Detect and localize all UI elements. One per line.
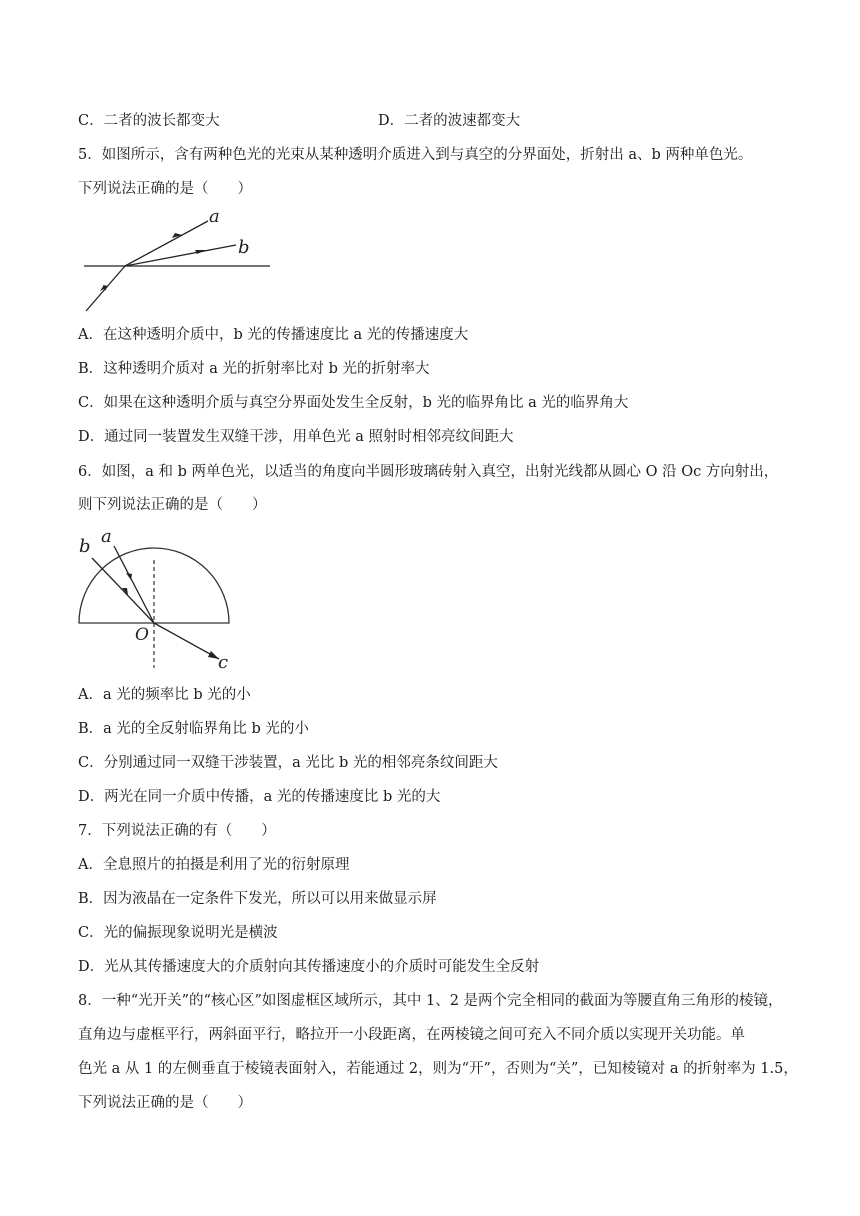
q5-ray-b xyxy=(125,245,236,266)
q7-option-d: D．光从其传播速度大的介质射向其传播速度小的介质时可能发生全反射 xyxy=(78,959,540,975)
q6-ray-b xyxy=(92,558,154,623)
q8-stem-line1: 8．一种“光开关”的“核心区”如图虚框区域所示，其中 1、2 是两个完全相同的截面为等腰直角三角形的棱镜， xyxy=(78,993,783,1009)
q5-option-b: B．这种透明介质对 a 光的折射率比对 b 光的折射率大 xyxy=(78,361,430,377)
q6-option-b: B．a 光的全反射临界角比 b 光的小 xyxy=(78,721,309,737)
q5-refraction-figure xyxy=(78,205,278,317)
q5-option-c: C．如果在这种透明介质与真空分界面处发生全反射，b 光的临界角比 a 光的临界角大 xyxy=(78,395,629,411)
q5-option-a: A．在这种透明介质中，b 光的传播速度比 a 光的传播速度大 xyxy=(78,327,469,343)
q7-option-c: C．光的偏振现象说明光是横波 xyxy=(78,925,278,941)
q8-stem-line4: 下列说法正确的是（ ） xyxy=(78,1095,252,1111)
q4-option-c: C．二者的波长都变大 xyxy=(78,113,220,129)
q5-label-a: a xyxy=(209,206,220,227)
q8-stem-line3: 色光 a 从 1 的左侧垂直于棱镜表面射入，若能通过 2，则为“开”，否则为“关”，已知棱镜对 a 的折射率为 1.5， xyxy=(78,1061,798,1077)
q5-stem-line2: 下列说法正确的是（ ） xyxy=(78,181,252,197)
q4-option-d: D．二者的波速都变大 xyxy=(378,113,521,129)
q6-stem-line1: 6．如图，a 和 b 两单色光，以适当的角度向半圆形玻璃砖射入真空，出射光线都从圆心 O 沿 Oc 方向射出， xyxy=(78,464,779,480)
q6-ray-a xyxy=(114,546,154,623)
q5-ray-b-arrow xyxy=(195,250,206,254)
q5-option-d: D．通过同一装置发生双缝干涉，用单色光 a 照射时相邻亮纹间距大 xyxy=(78,429,514,445)
q6-label-a: a xyxy=(101,526,112,547)
q6-option-d: D．两光在同一介质中传播，a 光的传播速度比 b 光的大 xyxy=(78,789,441,805)
q7-option-a: A．全息照片的拍摄是利用了光的衍射原理 xyxy=(78,857,350,873)
q7-stem: 7．下列说法正确的有（ ） xyxy=(78,823,276,839)
q6-label-o: O xyxy=(135,625,149,645)
q5-ray-a xyxy=(125,221,208,266)
q8-stem-line2: 直角边与虚框平行，两斜面平行，略拉开一小段距离，在两棱镜之间可充入不同介质以实现开关功能。单 xyxy=(78,1027,745,1043)
q6-semicircle-figure xyxy=(70,522,240,672)
q7-option-b: B．因为液晶在一定条件下发光，所以可以用来做显示屏 xyxy=(78,891,437,907)
q6-label-c: c xyxy=(218,652,229,672)
q6-option-c: C．分别通过同一双缝干涉装置，a 光比 b 光的相邻亮条纹间距大 xyxy=(78,755,498,771)
q6-option-a: A．a 光的频率比 b 光的小 xyxy=(78,687,251,703)
q6-stem-line2: 则下列说法正确的是（ ） xyxy=(78,497,267,513)
q6-label-b: b xyxy=(79,536,91,557)
q6-ray-c xyxy=(154,623,219,659)
q6-ray-a-arrow xyxy=(126,573,132,580)
q5-stem-line1: 5．如图所示，含有两种色光的光束从某种透明介质进入到与真空的分界面处，折射出 a、b 两种单色光。 xyxy=(78,147,753,163)
q5-label-b: b xyxy=(238,237,250,258)
